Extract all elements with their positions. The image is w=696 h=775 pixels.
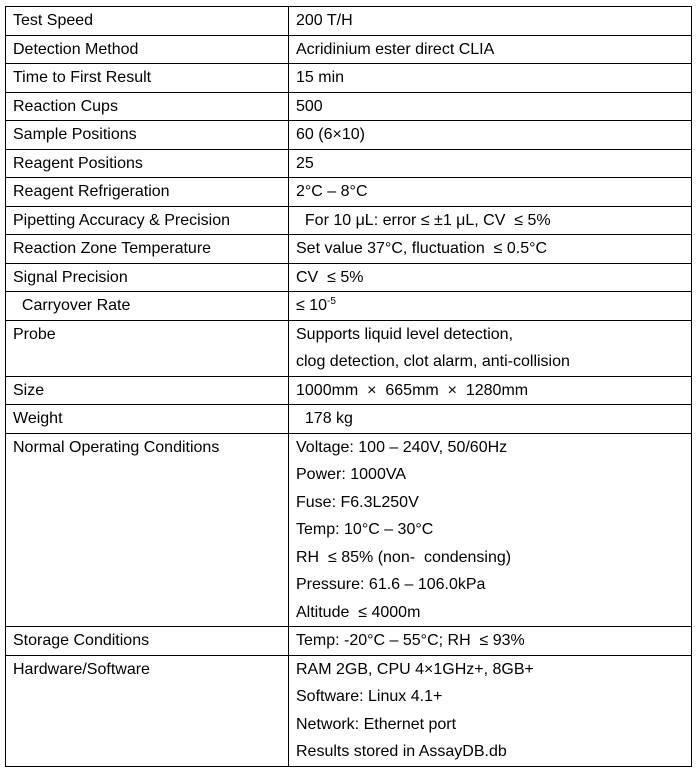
spec-label: Hardware/Software xyxy=(13,660,150,678)
spec-value-line: 500 xyxy=(296,97,323,115)
spec-label: Sample Positions xyxy=(13,126,137,143)
spec-value-cell xyxy=(289,292,692,321)
spec-row xyxy=(6,121,692,150)
spec-label: Normal Operating Conditions xyxy=(13,438,220,456)
spec-row xyxy=(6,178,692,207)
spec-label-cell xyxy=(6,149,289,178)
spec-label: Reaction Zone Temperature xyxy=(13,240,212,257)
spec-value-line: 60 (6×10) xyxy=(296,126,365,143)
spec-label-cell xyxy=(6,7,289,36)
spec-value-cell xyxy=(289,149,692,178)
spec-value-line: 25 xyxy=(296,154,314,172)
spec-row xyxy=(6,292,692,321)
spec-value-line: Temp: 10°C – 30°C xyxy=(296,521,434,538)
spec-value-line: Fuse: F6.3L250V xyxy=(296,493,419,511)
spec-label-cell xyxy=(6,433,289,627)
spec-label-cell xyxy=(6,627,289,656)
spec-label: Time to First Result xyxy=(13,69,152,86)
spec-value-line: Voltage: 100 – 240V, 50/60Hz xyxy=(296,438,508,456)
spec-label: Carryover Rate xyxy=(13,297,131,314)
spec-label: Pipetting Accuracy & Precision xyxy=(13,211,230,229)
spec-row xyxy=(6,376,692,405)
spec-table xyxy=(5,6,692,767)
spec-value-line: Altitude ≤ 4000m xyxy=(296,603,421,621)
spec-value-cell xyxy=(289,235,692,264)
spec-label-cell xyxy=(6,121,289,150)
spec-row xyxy=(6,655,692,766)
spec-value-line: RAM 2GB, CPU 4×1GHz+, 8GB+ xyxy=(296,660,534,678)
spec-label: Reagent Refrigeration xyxy=(13,183,170,200)
spec-row xyxy=(6,206,692,235)
spec-label-cell xyxy=(6,178,289,207)
spec-value-cell xyxy=(289,121,692,150)
spec-label-cell xyxy=(6,376,289,405)
spec-value-cell xyxy=(289,627,692,656)
spec-value-exponent: -5 xyxy=(327,296,336,307)
spec-row xyxy=(6,35,692,64)
spec-value-cell xyxy=(289,64,692,93)
spec-label-cell xyxy=(6,655,289,766)
spec-row xyxy=(6,7,692,36)
spec-value-line: Supports liquid level detection, xyxy=(296,325,514,343)
spec-label: Detection Method xyxy=(13,40,139,58)
spec-row xyxy=(6,433,692,627)
spec-row xyxy=(6,235,692,264)
spec-value-line: Network: Ethernet port xyxy=(296,715,457,733)
spec-label-cell xyxy=(6,235,289,264)
spec-value-line: 200 T/H xyxy=(296,12,353,29)
spec-value-cell xyxy=(289,376,692,405)
spec-label-cell xyxy=(6,263,289,292)
spec-value-line: Set value 37°C, fluctuation ≤ 0.5°C xyxy=(296,240,548,257)
spec-label: Size xyxy=(13,381,45,399)
spec-value-line: CV ≤ 5% xyxy=(296,268,364,286)
spec-label: Signal Precision xyxy=(13,268,128,286)
spec-value-line: Acridinium ester direct CLIA xyxy=(296,40,495,58)
spec-value-line: For 10 μL: error ≤ ±1 μL, CV ≤ 5% xyxy=(296,211,551,229)
spec-label: Storage Conditions xyxy=(13,632,150,649)
spec-label-cell xyxy=(6,292,289,321)
spec-row xyxy=(6,405,692,434)
spec-value-cell xyxy=(289,206,692,235)
spec-label-cell xyxy=(6,405,289,434)
spec-row xyxy=(6,320,692,376)
spec-value-line xyxy=(296,292,691,320)
spec-label-cell xyxy=(6,320,289,376)
spec-value-line: clog detection, clot alarm, anti-collision xyxy=(296,353,570,370)
spec-row xyxy=(6,149,692,178)
spec-row xyxy=(6,263,692,292)
spec-row xyxy=(6,92,692,121)
spec-row xyxy=(6,627,692,656)
spec-value-line: 2°C – 8°C xyxy=(296,183,368,200)
spec-value-cell xyxy=(289,655,692,766)
spec-value-cell xyxy=(289,263,692,292)
spec-value-cell xyxy=(289,92,692,121)
spec-label-cell xyxy=(6,92,289,121)
spec-value-cell xyxy=(289,405,692,434)
spec-value-line: Results stored in AssayDB.db xyxy=(296,743,507,760)
spec-label: Reaction Cups xyxy=(13,97,118,115)
spec-value-cell xyxy=(289,320,692,376)
spec-value-line: Temp: -20°C – 55°C; RH ≤ 93% xyxy=(296,632,525,649)
spec-value-line: Software: Linux 4.1+ xyxy=(296,688,443,705)
spec-label: Test Speed xyxy=(13,12,94,29)
spec-label: Reagent Positions xyxy=(13,154,143,172)
spec-value-line: 178 kg xyxy=(296,410,353,427)
spec-value-cell xyxy=(289,35,692,64)
spec-table-body xyxy=(6,7,692,767)
spec-label-cell xyxy=(6,206,289,235)
spec-label: Weight xyxy=(13,410,63,427)
spec-value-line: RH ≤ 85% (non- condensing) xyxy=(296,548,512,566)
spec-row xyxy=(6,64,692,93)
spec-value-line: Power: 1000VA xyxy=(296,466,406,483)
spec-value-cell xyxy=(289,433,692,627)
spec-value-cell xyxy=(289,7,692,36)
spec-value-text: ≤ 10 xyxy=(296,297,328,314)
spec-value-line: 1000mm × 665mm × 1280mm xyxy=(296,381,529,399)
spec-label: Probe xyxy=(13,325,56,343)
spec-value-cell xyxy=(289,178,692,207)
spec-value-line: Pressure: 61.6 – 106.0kPa xyxy=(296,576,486,593)
spec-label-cell xyxy=(6,35,289,64)
spec-value-line: 15 min xyxy=(296,69,345,86)
spec-label-cell xyxy=(6,64,289,93)
